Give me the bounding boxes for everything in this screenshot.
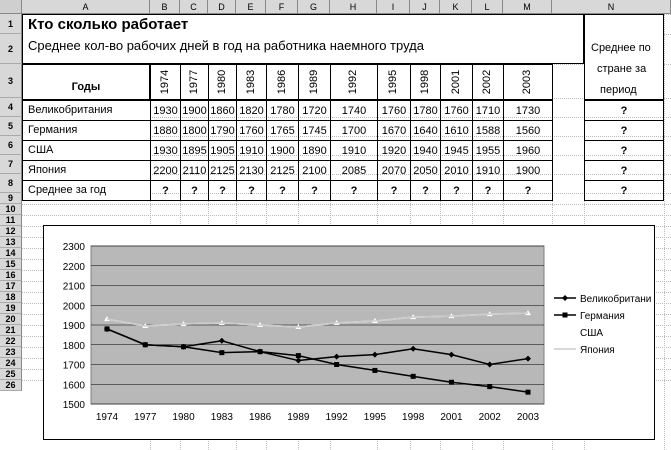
table-cell[interactable]: 1780 <box>410 100 441 121</box>
column-header[interactable]: M <box>503 0 552 14</box>
y-tick-label: 1600 <box>62 380 85 392</box>
row-header[interactable]: 19 <box>0 303 22 314</box>
data-point <box>143 342 148 347</box>
year-label <box>386 65 402 99</box>
select-all-corner[interactable] <box>0 0 22 14</box>
row-header[interactable]: 5 <box>0 117 22 136</box>
data-point <box>105 326 110 331</box>
y-tick-label: 2200 <box>62 261 85 273</box>
row-header[interactable]: 8 <box>0 174 22 193</box>
column-header[interactable]: D <box>208 0 236 14</box>
data-point <box>372 368 377 373</box>
row-header[interactable]: 23 <box>0 347 22 358</box>
table-cell[interactable]: 2130 <box>236 160 267 181</box>
row-header[interactable]: 11 <box>0 215 22 226</box>
year-label <box>214 65 230 99</box>
table-cell[interactable]: 1588 <box>472 120 504 141</box>
year-label <box>306 65 322 99</box>
year-label <box>520 65 536 99</box>
year-text: 1986 <box>276 69 289 95</box>
column-header[interactable]: G <box>298 0 330 14</box>
avg-cell[interactable]: ? <box>584 160 664 181</box>
column-header[interactable]: A <box>22 0 150 14</box>
table-cell[interactable]: 1955 <box>472 140 504 161</box>
column-header[interactable]: K <box>440 0 472 14</box>
x-tick-label: 1980 <box>172 412 195 423</box>
data-point <box>258 349 263 354</box>
year-label <box>417 65 433 99</box>
legend-marker <box>563 313 568 318</box>
year-text: 1992 <box>347 69 360 95</box>
table-cell[interactable]: ? <box>410 180 441 201</box>
table-cell[interactable]: 1745 <box>298 120 331 141</box>
x-tick-label: 1998 <box>402 412 425 423</box>
table-cell[interactable]: 1880 <box>150 120 181 141</box>
row-header[interactable]: 10 <box>0 204 22 215</box>
table-cell[interactable]: 1910 <box>472 160 504 181</box>
page-title: Кто сколько работает <box>28 16 189 33</box>
table-cell[interactable]: 1760 <box>440 100 473 121</box>
y-tick-label: 2000 <box>62 301 85 313</box>
year-text: 1983 <box>245 69 258 95</box>
row-header[interactable]: 25 <box>0 369 22 380</box>
column-header[interactable]: I <box>377 0 410 14</box>
table-cell[interactable]: 2050 <box>410 160 441 181</box>
data-point <box>181 344 186 349</box>
year-label <box>243 65 259 99</box>
row-label: США <box>28 144 54 156</box>
table-cell[interactable]: 1900 <box>266 140 299 161</box>
table-cell[interactable]: 1940 <box>410 140 441 161</box>
column-header[interactable]: C <box>180 0 208 14</box>
x-tick-label: 2002 <box>478 412 501 423</box>
row-header[interactable]: 9 <box>0 193 22 204</box>
table-cell[interactable]: 1930 <box>150 100 181 121</box>
table-cell[interactable]: 2110 <box>180 160 209 181</box>
x-tick-label: 1986 <box>248 412 272 423</box>
y-tick-label: 1900 <box>62 321 85 332</box>
table-cell[interactable]: 1930 <box>150 140 181 161</box>
table-cell[interactable]: ? <box>377 180 411 201</box>
year-label <box>157 65 173 99</box>
column-header[interactable]: E <box>236 0 266 14</box>
table-cell[interactable]: ? <box>236 180 267 201</box>
line-chart[interactable] <box>43 225 655 440</box>
table-cell[interactable]: 1790 <box>208 120 237 141</box>
avg-header-line-1: Среднее по <box>591 42 651 54</box>
year-text: 1989 <box>308 69 321 95</box>
x-tick-label: 1989 <box>287 412 310 423</box>
table-cell[interactable]: 1945 <box>440 140 473 161</box>
row-header[interactable]: 12 <box>0 226 22 237</box>
year-text: 1980 <box>216 69 229 95</box>
row-header[interactable]: 20 <box>0 314 22 325</box>
row-label: Германия <box>28 124 78 136</box>
row-header[interactable]: 4 <box>0 98 22 117</box>
table-cell[interactable]: ? <box>440 180 473 201</box>
legend-marker <box>562 295 568 301</box>
year-text: 1977 <box>188 69 201 95</box>
table-cell[interactable]: 2070 <box>377 160 411 181</box>
row-header[interactable]: 21 <box>0 325 22 336</box>
table-cell[interactable]: 1900 <box>503 160 553 181</box>
row-header[interactable]: 14 <box>0 248 22 259</box>
y-tick-label: 2100 <box>62 281 85 293</box>
page-subtitle: Среднее кол-во рабочих дней в год на работника наемного труда <box>28 38 424 53</box>
year-label <box>274 65 290 99</box>
year-text: 2001 <box>450 69 463 95</box>
table-cell[interactable]: 1760 <box>377 100 411 121</box>
row-header[interactable]: 3 <box>0 64 22 98</box>
x-tick-label: 1992 <box>325 412 348 423</box>
data-point <box>296 353 301 358</box>
row-header[interactable]: 1 <box>0 14 22 34</box>
x-tick-label: 1974 <box>95 412 119 423</box>
row-header[interactable]: 15 <box>0 259 22 270</box>
data-point <box>487 384 492 389</box>
table-cell[interactable]: ? <box>330 180 378 201</box>
table-cell[interactable]: 1765 <box>266 120 299 141</box>
avg-cell[interactable]: ? <box>584 120 664 141</box>
table-cell[interactable]: 1860 <box>208 100 237 121</box>
table-cell[interactable]: ? <box>208 180 237 201</box>
table-cell[interactable]: 2200 <box>150 160 181 181</box>
year-text: 1995 <box>387 69 400 95</box>
avg-cell[interactable]: ? <box>584 100 664 121</box>
table-cell[interactable]: 1560 <box>503 120 553 141</box>
table-cell[interactable]: 1800 <box>180 120 209 141</box>
row-header[interactable]: 26 <box>0 380 22 391</box>
row-label: Япония <box>28 164 67 176</box>
column-header[interactable]: N <box>552 0 671 14</box>
table-cell[interactable]: 1960 <box>503 140 553 161</box>
chart-svg <box>44 226 654 439</box>
table-cell[interactable]: ? <box>472 180 504 201</box>
avg-cell[interactable]: ? <box>584 180 664 201</box>
legend-label: США <box>580 328 604 339</box>
year-label <box>186 65 202 99</box>
table-cell[interactable]: 1820 <box>236 100 267 121</box>
data-point <box>219 350 224 355</box>
year-text: 1974 <box>159 69 172 95</box>
year-text: 2002 <box>481 69 494 95</box>
table-cell[interactable]: 1905 <box>208 140 237 161</box>
legend-label: Япония <box>580 345 615 356</box>
grid-line-horizontal <box>22 204 671 205</box>
column-header[interactable]: L <box>472 0 503 14</box>
table-cell[interactable]: 1640 <box>410 120 441 141</box>
column-header[interactable]: H <box>330 0 377 14</box>
table-cell[interactable]: 1740 <box>330 100 378 121</box>
x-tick-label: 1995 <box>363 412 387 423</box>
column-header[interactable]: B <box>150 0 180 14</box>
row-header[interactable]: 2 <box>0 34 22 64</box>
avg-cell[interactable]: ? <box>584 140 664 161</box>
y-tick-label: 2300 <box>62 242 85 253</box>
grid-line-horizontal <box>22 215 671 216</box>
legend-label: Германия <box>580 311 625 322</box>
table-cell[interactable]: ? <box>266 180 299 201</box>
table-cell[interactable]: 2085 <box>330 160 378 181</box>
table-cell[interactable]: 2100 <box>298 160 331 181</box>
table-cell[interactable]: 1910 <box>330 140 378 161</box>
y-tick-label: 1700 <box>62 360 85 372</box>
data-point <box>526 390 531 395</box>
data-point <box>334 362 339 367</box>
x-tick-label: 1977 <box>134 412 157 423</box>
table-cell[interactable]: 2125 <box>208 160 237 181</box>
table-cell[interactable]: 1700 <box>330 120 378 141</box>
x-tick-label: 2003 <box>516 412 540 423</box>
year-text: 2003 <box>521 69 534 95</box>
table-cell[interactable]: 2010 <box>440 160 473 181</box>
table-cell[interactable]: 1670 <box>377 120 411 141</box>
table-cell[interactable]: 1890 <box>298 140 331 161</box>
table-cell[interactable]: 1760 <box>236 120 267 141</box>
year-text: 1998 <box>419 69 432 95</box>
table-cell[interactable]: 1730 <box>503 100 553 121</box>
table-cell[interactable]: 1920 <box>377 140 411 161</box>
data-point <box>411 374 416 379</box>
years-header-label: Годы <box>71 81 101 93</box>
data-point <box>449 380 454 385</box>
row-header[interactable]: 6 <box>0 136 22 155</box>
row-header[interactable]: 13 <box>0 237 22 248</box>
column-header[interactable]: F <box>266 0 298 14</box>
row-header[interactable]: 7 <box>0 155 22 174</box>
table-cell[interactable]: 1910 <box>236 140 267 161</box>
table-cell[interactable]: ? <box>180 180 209 201</box>
grid-line-vertical <box>664 14 665 450</box>
row-header[interactable]: 24 <box>0 358 22 369</box>
legend-label: Великобритани <box>580 294 652 305</box>
table-cell[interactable]: 1900 <box>180 100 209 121</box>
row-header[interactable]: 18 <box>0 292 22 303</box>
year-label <box>480 65 496 99</box>
table-cell[interactable]: 1720 <box>298 100 331 121</box>
year-label <box>346 65 362 99</box>
y-tick-label: 1500 <box>62 400 85 411</box>
row-label: Среднее за год <box>28 184 107 196</box>
year-label <box>448 65 464 99</box>
row-header[interactable]: 22 <box>0 336 22 347</box>
table-cell[interactable]: 2125 <box>266 160 299 181</box>
x-tick-label: 1983 <box>210 412 233 423</box>
avg-header-line-2: стране за <box>597 63 647 75</box>
avg-header-line-3: период <box>600 84 637 96</box>
row-header[interactable]: 16 <box>0 270 22 281</box>
table-cell[interactable]: ? <box>298 180 331 201</box>
column-header[interactable]: J <box>410 0 440 14</box>
table-cell[interactable]: ? <box>150 180 181 201</box>
table-cell[interactable]: 1780 <box>266 100 299 121</box>
row-label: Великобритания <box>28 104 113 116</box>
table-cell[interactable]: ? <box>503 180 553 201</box>
y-tick-label: 1800 <box>62 340 85 352</box>
table-cell[interactable]: 1710 <box>472 100 504 121</box>
table-cell[interactable]: 1610 <box>440 120 473 141</box>
table-cell[interactable]: 1895 <box>180 140 209 161</box>
row-header[interactable]: 17 <box>0 281 22 292</box>
x-tick-label: 2001 <box>440 412 463 423</box>
